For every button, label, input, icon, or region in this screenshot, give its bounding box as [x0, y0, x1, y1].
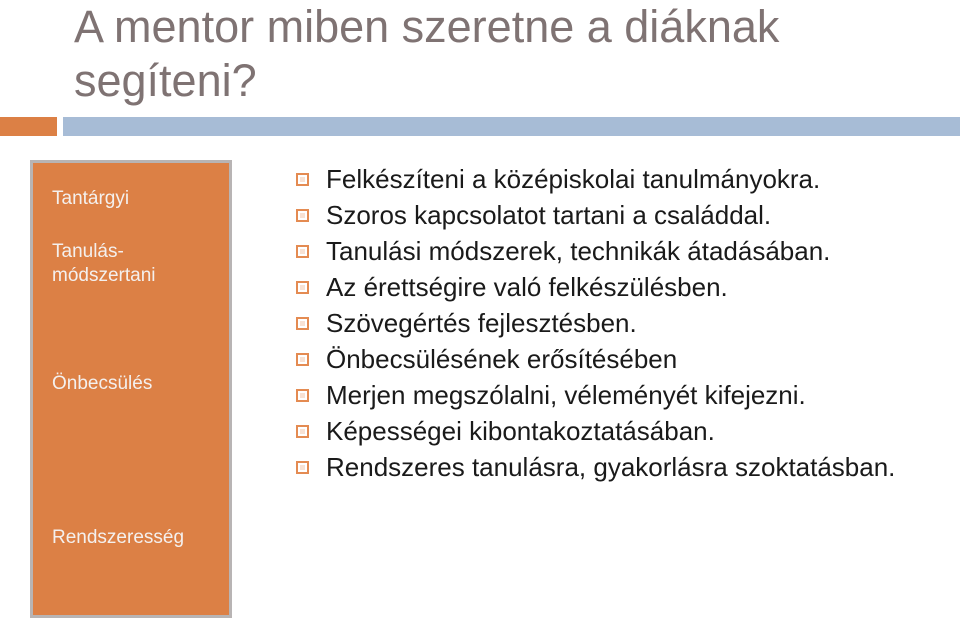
bullet-text: Rendszeres tanulásra, gyakorlásra szoktatásban.: [326, 452, 896, 482]
side-panel: [30, 160, 232, 618]
bullet-text: Szövegértés fejlesztésben.: [326, 308, 637, 338]
list-item: [296, 165, 956, 194]
square-bullet-icon: [296, 461, 309, 474]
list-item: [296, 417, 956, 446]
square-bullet-icon: [296, 281, 309, 294]
square-bullet-icon: [296, 317, 309, 330]
square-bullet-icon: [296, 209, 309, 222]
square-bullet-icon: [296, 245, 309, 258]
side-label-rendszeresseg: Rendszeresség: [52, 527, 185, 548]
side-label-onbecsules: Önbecsülés: [52, 373, 153, 394]
list-item: [296, 237, 956, 266]
bullet-text: Képességei kibontakoztatásában.: [326, 416, 715, 446]
square-bullet-icon: [296, 173, 309, 186]
side-label-tanulasmodszertani: Tanulás- módszertani: [52, 241, 156, 286]
square-bullet-icon: [296, 389, 309, 402]
accent-bar-orange: [0, 117, 57, 136]
bullet-text: Felkészíteni a középiskolai tanulmányokra.: [326, 164, 821, 194]
side-label-tantargyi: Tantárgyi: [52, 188, 130, 209]
list-item: [296, 273, 956, 302]
list-item: [296, 453, 956, 482]
slide-title: A mentor miben szeretne a diáknak segíteni?: [74, 1, 780, 106]
square-bullet-icon: [296, 425, 309, 438]
list-item: [296, 381, 956, 410]
accent-bar-blue: [63, 117, 960, 136]
bullet-list: [296, 165, 956, 489]
list-item: [296, 201, 956, 230]
bullet-text: Önbecsülésének erősítésében: [326, 344, 678, 374]
bullet-text: Az érettségire való felkészülésben.: [326, 272, 728, 302]
bullet-text: Tanulási módszerek, technikák átadásában.: [326, 236, 831, 266]
square-bullet-icon: [296, 353, 309, 366]
bullet-text: Szoros kapcsolatot tartani a családdal.: [326, 200, 772, 230]
bullet-text: Merjen megszólalni, véleményét kifejezni.: [326, 380, 806, 410]
list-item: [296, 309, 956, 338]
list-item: [296, 345, 956, 374]
